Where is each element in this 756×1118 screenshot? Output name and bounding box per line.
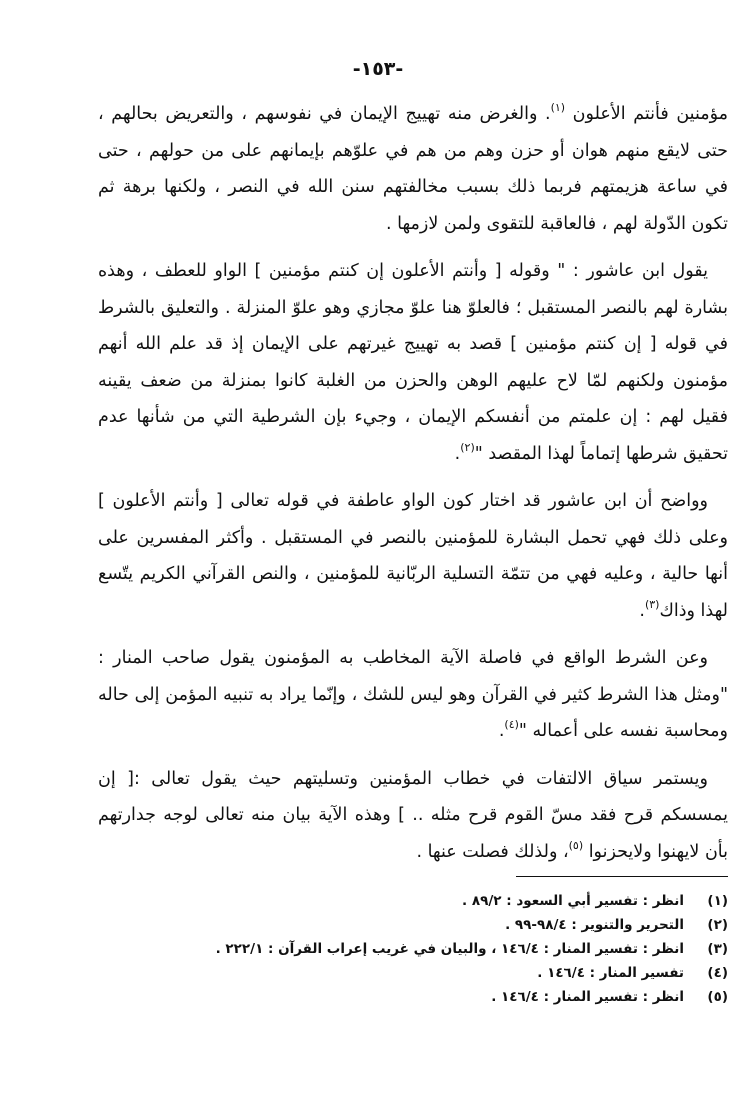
footnote-number: (٥) <box>707 989 728 1005</box>
footnote-1 <box>150 889 728 913</box>
footnote-text: انظر : تفسير أبي السعود : ٨٩/٢ . <box>462 893 684 909</box>
body-text <box>98 96 728 881</box>
paragraph-text: ، ولذلك فصلت عنها . <box>416 841 569 862</box>
footnote-number: (٢) <box>707 917 728 933</box>
footnote-number: (٤) <box>707 965 728 981</box>
page-number: -١٥٣- <box>352 58 404 80</box>
paragraph-3 <box>98 483 728 629</box>
paragraph-text: . والغرض منه تهييج الإيمان في نفوسهم ، والتعريض بحالهم ، حتى لايقع منهم هوان أو حزن وهم من هم في علوّهم بإيمانهم على من حولهم ، حتى في ساعة هزيمتهم فربما ذلك بسبب مخالفتهم سنن الله في النصر ، ولكنها برهة ثم تكون الدّولة لهم ، فالعاقبة للتقوى ولمن لازمها . <box>98 104 728 234</box>
paragraph-4 <box>98 640 728 750</box>
footnote-ref: (١) <box>550 101 566 114</box>
paragraph-text: . <box>454 443 461 464</box>
paragraph-text: ويستمر سياق الالتفات في خطاب المؤمنين وتسليتهم حيث يقول تعالى :[ إن يمسسكم قرح فقد مسّ القوم قرح مثله .. ] وهذه الآية بيان منه تعالى لوجه جدارتهم بأن لايهنوا ولايحزنوا <box>98 768 728 862</box>
footnotes <box>150 889 728 1009</box>
paragraph-text: وعن الشرط الواقع في فاصلة الآية المخاطب به المؤمنون يقول صاحب المنار : "ومثل هذا الشرط كثير في القرآن وهو ليس للشك ، وإنّما يراد به تنبيه المؤمن إلى حاله ومحاسبة نفسه على أعماله " <box>98 648 728 741</box>
footnote-ref: (٤) <box>504 718 519 731</box>
paragraph-text: وواضح أن ابن عاشور قد اختار كون الواو عاطفة في قوله تعالى [ وأنتم الأعلون ] وعلى ذلك فهي تحمل البشارة للمؤمنين بالنصر في المستقبل . وأكثر المفسرين على أنها حالية ، وعليه فهي من تتمّة التسلية الربّانية للمؤمنين ، والنص القرآني الكريم يتّسع لهذا وذاك <box>98 491 728 621</box>
footnote-ref: (٥) <box>568 838 584 852</box>
footnote-separator <box>516 876 728 877</box>
footnote-3 <box>150 937 728 961</box>
footnote-text: تفسير المنار : ١٤٦/٤ . <box>537 965 684 981</box>
footnote-text: التحرير والتنوير : ٩٨/٤-٩٩ . <box>505 917 684 933</box>
footnote-text: انظر : تفسير المنار : ١٤٦/٤ . <box>491 989 684 1005</box>
paragraph-5 <box>98 761 728 871</box>
paragraph-2 <box>98 253 728 472</box>
footnote-number: (١) <box>707 893 728 909</box>
footnote-2 <box>150 913 728 937</box>
footnote-text: انظر : تفسير المنار : ١٤٦/٤ ، والبيان في غريب إعراب القرآن : ٢٢٢/١ . <box>215 941 684 957</box>
footnote-ref: (٣) <box>644 597 660 611</box>
paragraph-1 <box>98 96 728 242</box>
footnote-5 <box>150 985 728 1009</box>
paragraph-text: . <box>639 600 645 621</box>
footnote-number: (٣) <box>707 941 728 957</box>
footnote-4 <box>150 961 728 985</box>
paragraph-text: مؤمنين فأنتم الأعلون <box>565 104 729 124</box>
footnote-ref: (٢) <box>460 440 475 454</box>
paragraph-text: . <box>498 721 505 741</box>
paragraph-text: يقول ابن عاشور : " وقوله [ وأنتم الأعلون إن كنتم مؤمنين ] الواو للعطف ، وهذه بشارة لهم بالنصر المستقبل ؛ فالعلوّ هنا علوّ مجازي وهو علوّ المنزلة . والتعليق بالشرط في قوله [ إن كنتم مؤمنين ] قصد به تهييج غيرتهم على الإيمان إذ قد علم الله أنهم مؤمنون ولكنهم لمّا لاح عليهم الوهن والحزن من الغلبة كانوا بمنزلة من ضعف يقينه فقيل لهم : إن علمتم من أنفسكم الإيمان ، وجيء بإن الشرطية التي من شأنها عدم تحقيق شرطها إتماماً لهذا المقصد " <box>98 261 728 464</box>
